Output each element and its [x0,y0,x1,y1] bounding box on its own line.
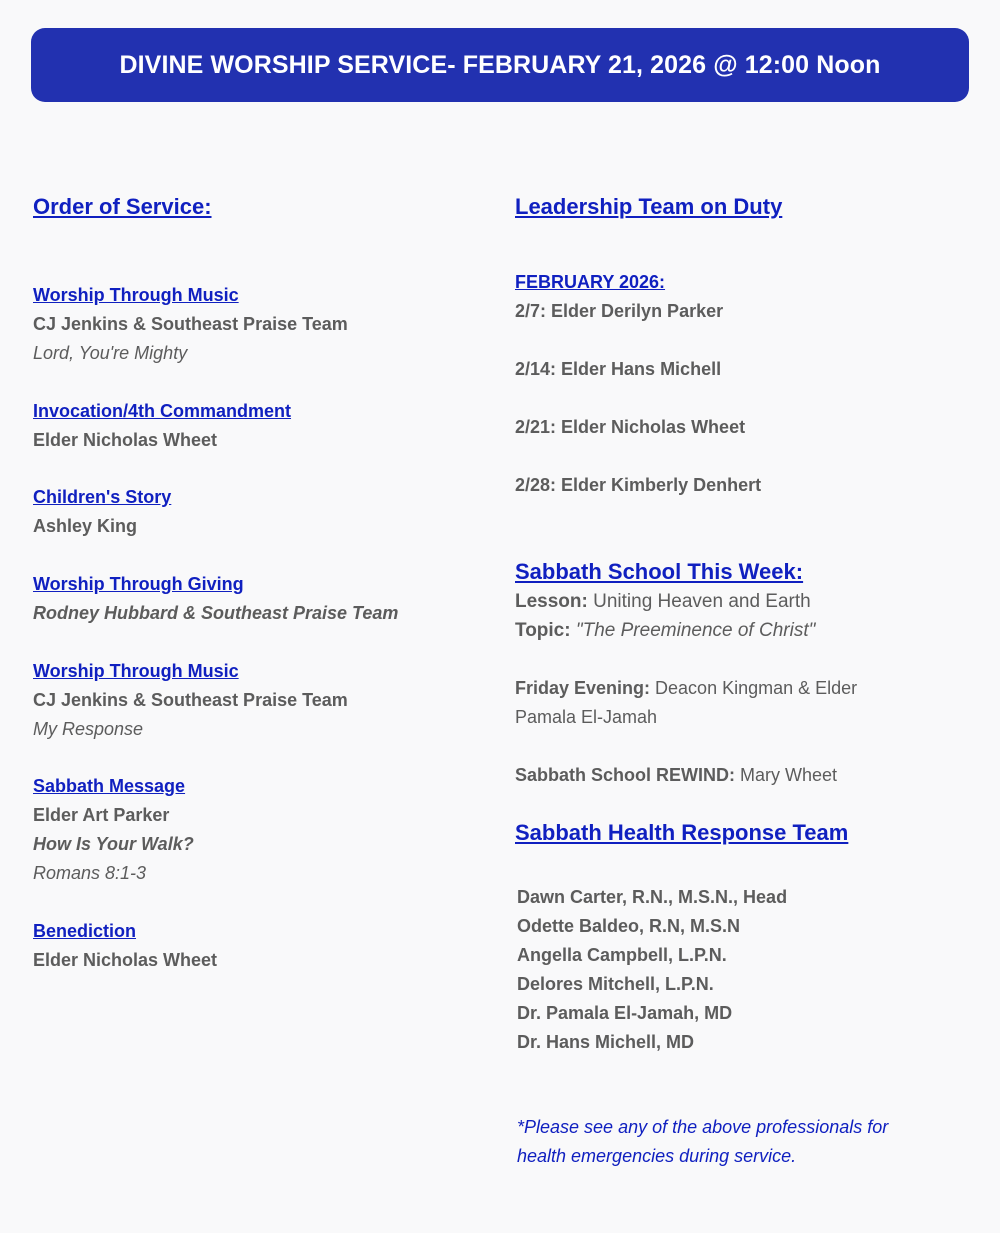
health-team-member: Dr. Hans Michell, MD [517,1032,695,1052]
service-item-person: Elder Art Parker [33,805,170,825]
service-item-person: CJ Jenkins & Southeast Praise Team [33,690,348,710]
health-team-member: Dr. Pamala El-Jamah, MD [517,1003,733,1023]
leadership-entry: 2/7: Elder Derilyn Parker [515,301,724,321]
friday-evening-value-cont: Pamala El-Jamah [515,707,658,727]
leadership-entry: 2/21: Elder Nicholas Wheet [515,417,746,437]
health-team-heading[interactable]: Sabbath Health Response Team [515,820,849,845]
service-item-title[interactable]: Invocation/4th Commandment [33,401,292,421]
service-item-title[interactable]: Sabbath Message [33,776,186,796]
service-item-person: Rodney Hubbard & Southeast Praise Team [33,603,399,623]
leadership-heading[interactable]: Leadership Team on Duty [515,194,783,219]
service-item-person: Ashley King [33,516,138,536]
topic-label: Topic: [515,620,571,641]
service-item-title[interactable]: Worship Through Giving [33,574,244,594]
page-header-banner [31,28,969,102]
rewind-line [515,765,837,786]
order-of-service-heading[interactable]: Order of Service: [33,194,212,219]
service-item-person: Elder Nicholas Wheet [33,950,218,970]
service-item-song: Lord, You're Mighty [33,343,188,363]
service-item-person: Elder Nicholas Wheet [33,430,218,450]
friday-evening-label: Friday Evening: [515,678,651,698]
lesson-line [515,591,811,613]
health-team-member: Dawn Carter, R.N., M.S.N., Head [517,887,788,907]
service-item-title[interactable]: Benediction [33,921,137,941]
health-team-member: Delores Mitchell, L.P.N. [517,974,714,994]
service-item-title[interactable]: Worship Through Music [33,661,239,681]
sabbath-school-heading[interactable]: Sabbath School This Week: [515,559,804,584]
health-team-member: Odette Baldeo, R.N, M.S.N [517,916,741,936]
rewind-label: Sabbath School REWIND: [515,765,735,785]
scripture-reference: Romans 8:1-3 [33,863,147,883]
friday-evening-value: Deacon Kingman & Elder [650,678,858,698]
service-item-title[interactable]: Worship Through Music [33,285,239,305]
sermon-title: How Is Your Walk? [33,834,194,854]
leadership-entry: 2/14: Elder Hans Michell [515,359,722,379]
service-item-person: CJ Jenkins & Southeast Praise Team [33,314,348,334]
friday-evening-line [515,678,857,699]
service-item-song: My Response [33,719,144,739]
page-title: DIVINE WORSHIP SERVICE- FEBRUARY 21, 2026 @ 12:00 Noon [119,51,881,79]
health-emergency-note: *Please see any of the above professionals for health emergencies during service. [517,1117,889,1166]
leadership-entry: 2/28: Elder Kimberly Denhert [515,475,762,495]
topic-line [515,620,815,642]
rewind-value: Mary Wheet [735,765,838,785]
health-team-member: Angella Campbell, L.P.N. [517,945,727,965]
lesson-value: Uniting Heaven and Earth [587,591,811,612]
service-item-title[interactable]: Children's Story [33,487,172,507]
lesson-label: Lesson: [515,591,588,612]
leadership-month[interactable]: FEBRUARY 2026: [515,272,666,292]
topic-value: "The Preeminence of Christ" [570,620,816,641]
